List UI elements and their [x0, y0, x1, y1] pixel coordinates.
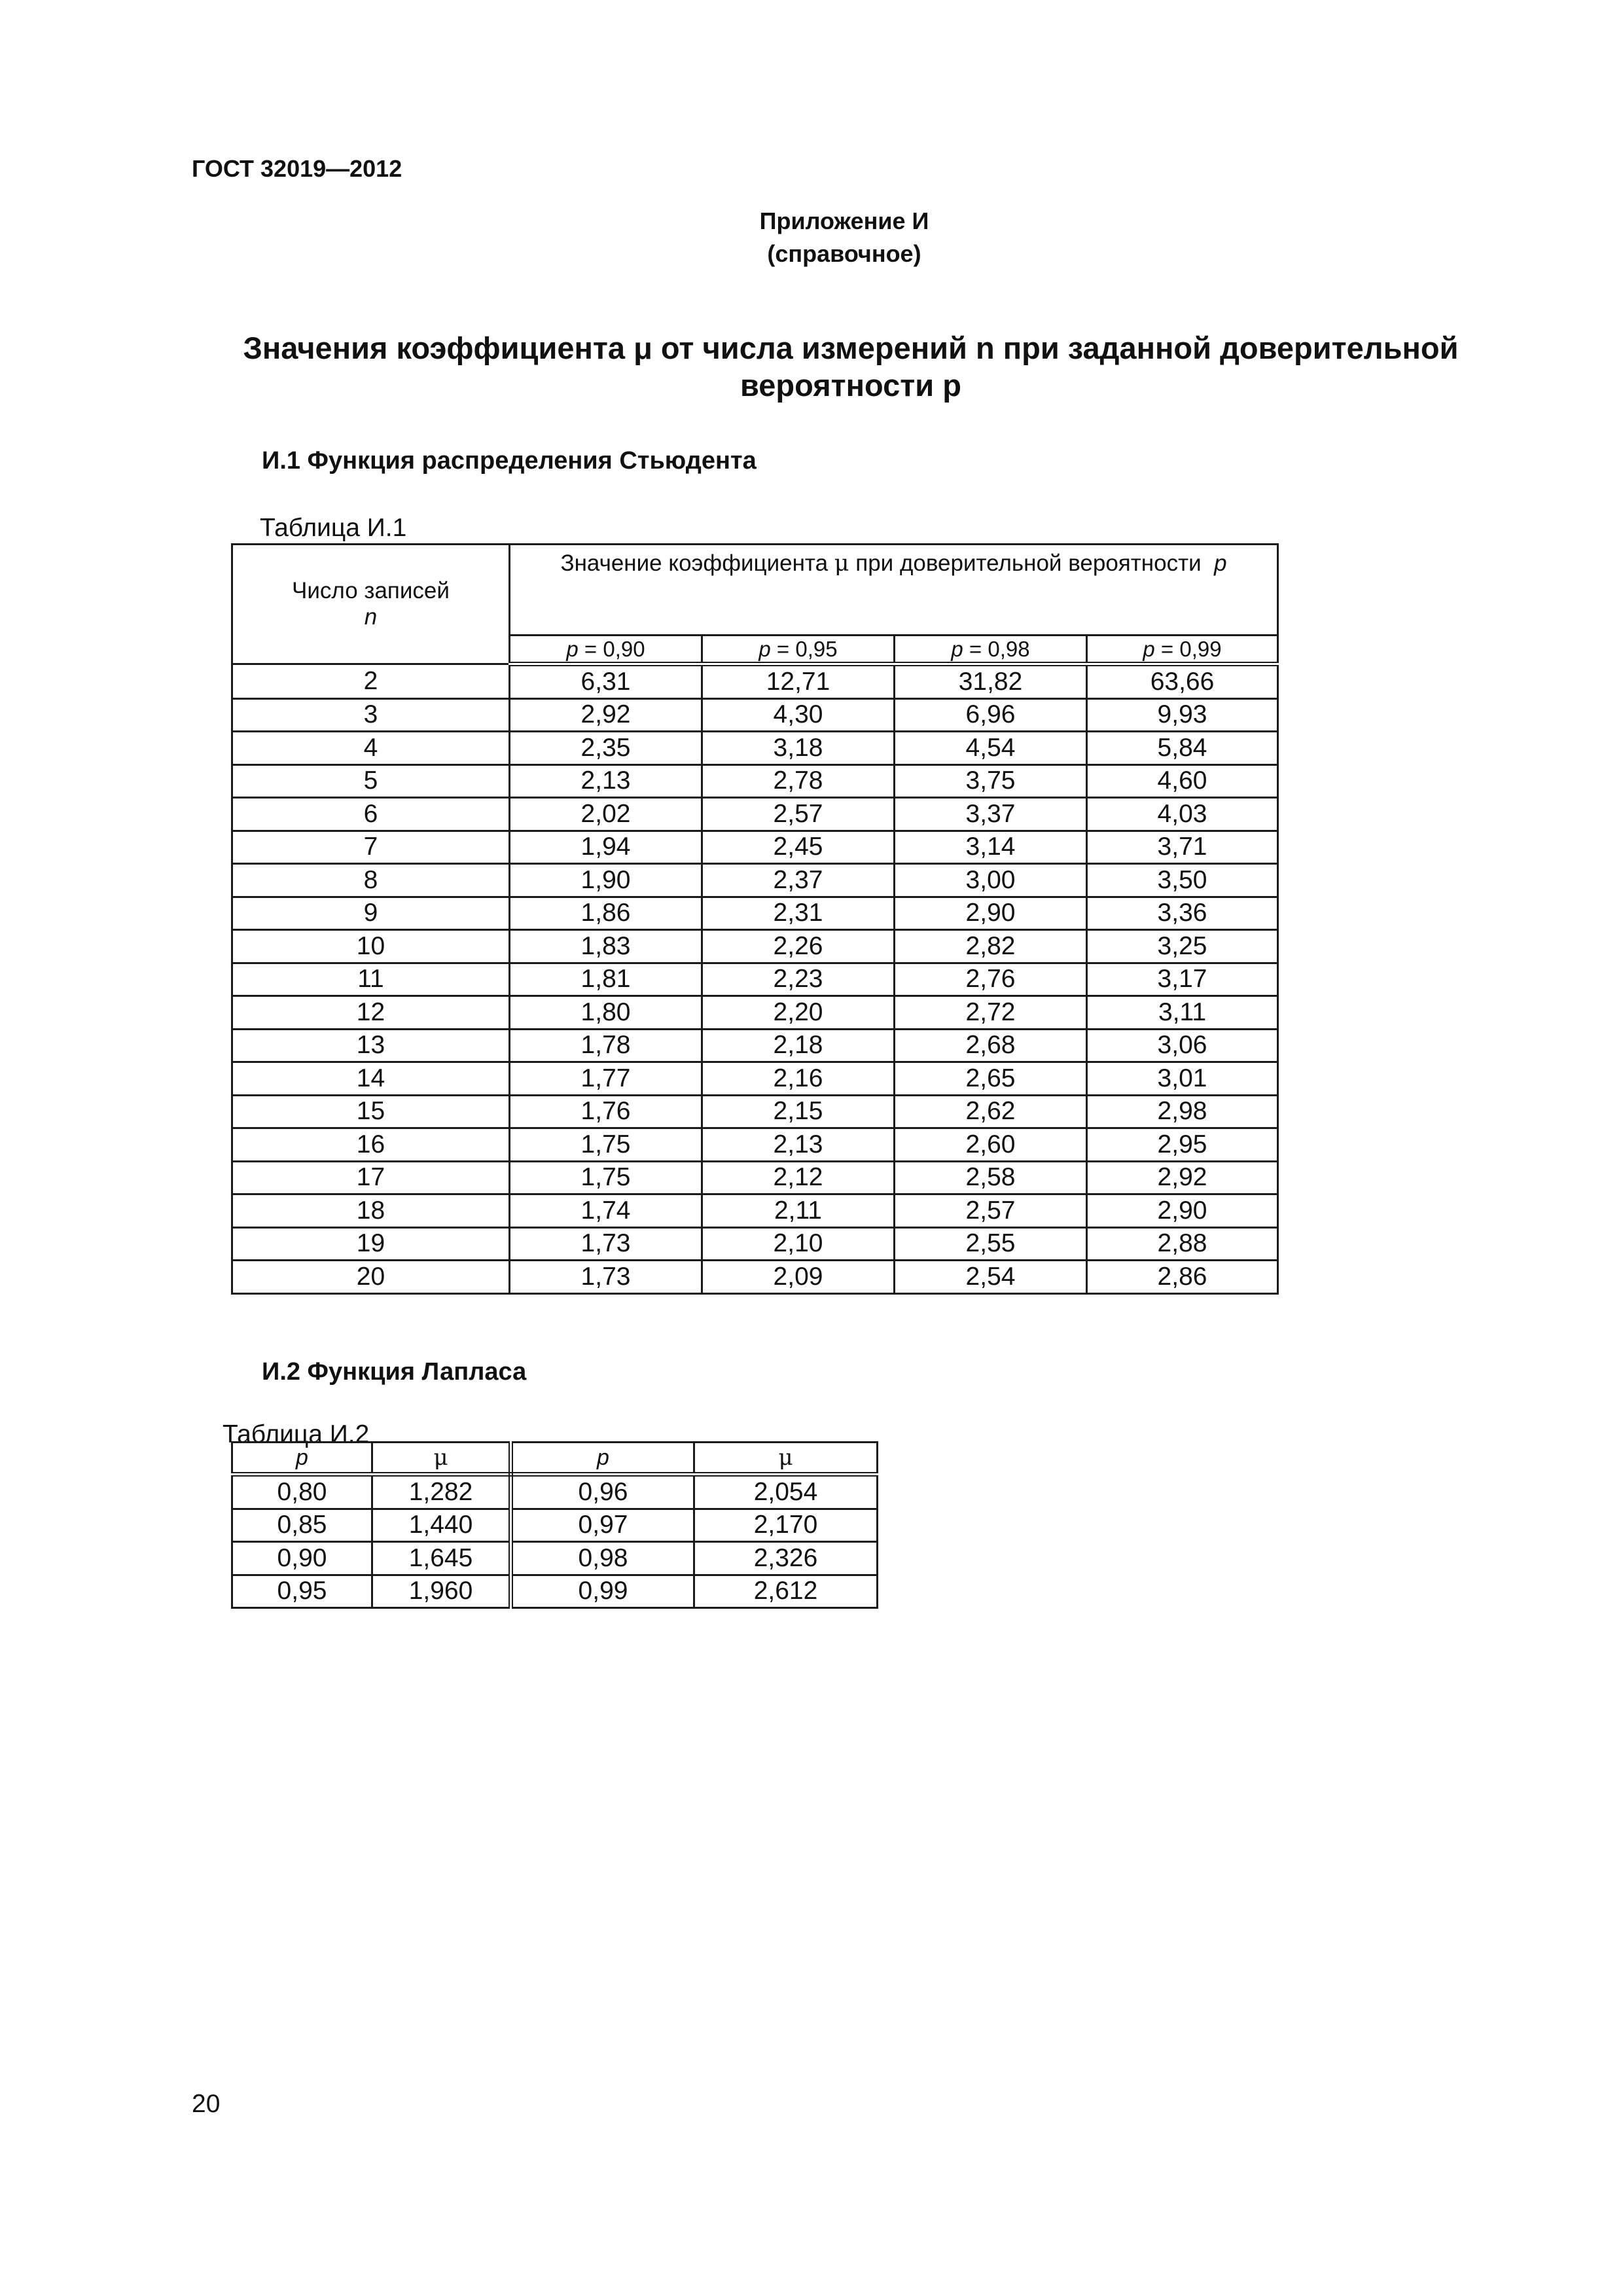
- column-header-mu: μ: [372, 1443, 511, 1475]
- cell-coefficient: 2,90: [895, 897, 1087, 930]
- column-header-n-label: Число записей: [292, 578, 450, 603]
- cell-coefficient: 1,73: [510, 1261, 702, 1294]
- column-header-p: p: [511, 1443, 694, 1475]
- cell-mu: 2,326: [694, 1542, 878, 1575]
- cell-p: 0,99: [511, 1575, 694, 1608]
- cell-coefficient: 3,50: [1087, 864, 1278, 897]
- cell-n: 19: [232, 1227, 510, 1261]
- cell-coefficient: 1,75: [510, 1161, 702, 1194]
- cell-coefficient: 1,77: [510, 1062, 702, 1096]
- cell-coefficient: 1,80: [510, 996, 702, 1030]
- cell-coefficient: 2,72: [895, 996, 1087, 1030]
- table-row: [232, 1029, 1278, 1062]
- cell-n: 7: [232, 831, 510, 864]
- cell-n: 18: [232, 1194, 510, 1228]
- table-row: [232, 897, 1278, 930]
- page-number: 20: [192, 2090, 221, 2118]
- cell-coefficient: 2,02: [510, 798, 702, 831]
- cell-coefficient: 2,10: [702, 1227, 895, 1261]
- cell-coefficient: 1,76: [510, 1095, 702, 1128]
- cell-mu: 1,960: [372, 1575, 511, 1608]
- section-heading-student: И.1 Функция распределения Стьюдента: [262, 447, 757, 475]
- p-level-header: [1087, 636, 1278, 664]
- cell-coefficient: 4,54: [895, 732, 1087, 765]
- cell-n: 6: [232, 798, 510, 831]
- cell-coefficient: 3,71: [1087, 831, 1278, 864]
- cell-n: 14: [232, 1062, 510, 1096]
- cell-coefficient: 2,92: [1087, 1161, 1278, 1194]
- cell-coefficient: 2,58: [895, 1161, 1087, 1194]
- cell-coefficient: 2,78: [702, 764, 895, 798]
- p-level-header: [510, 636, 702, 664]
- cell-coefficient: 2,11: [702, 1194, 895, 1228]
- cell-coefficient: 63,66: [1087, 664, 1278, 699]
- cell-mu: 2,170: [694, 1509, 878, 1542]
- cell-coefficient: 3,75: [895, 764, 1087, 798]
- table-row: [232, 996, 1278, 1030]
- annex-title: Приложение И: [759, 207, 929, 234]
- table-row: [232, 831, 1278, 864]
- table-row: [232, 1575, 878, 1608]
- cell-p: 0,85: [232, 1509, 372, 1542]
- cell-coefficient: 9,93: [1087, 698, 1278, 732]
- cell-coefficient: 31,82: [895, 664, 1087, 699]
- table-row: [232, 698, 1278, 732]
- cell-coefficient: 3,06: [1087, 1029, 1278, 1062]
- cell-coefficient: 1,73: [510, 1227, 702, 1261]
- cell-coefficient: 1,74: [510, 1194, 702, 1228]
- cell-coefficient: 2,26: [702, 930, 895, 963]
- cell-n: 13: [232, 1029, 510, 1062]
- cell-n: 5: [232, 764, 510, 798]
- cell-coefficient: 2,98: [1087, 1095, 1278, 1128]
- cell-coefficient: 3,14: [895, 831, 1087, 864]
- cell-coefficient: 2,20: [702, 996, 895, 1030]
- table-row: [232, 1475, 878, 1509]
- column-header-mu: μ: [694, 1443, 878, 1475]
- cell-coefficient: 2,35: [510, 732, 702, 765]
- cell-coefficient: 2,60: [895, 1128, 1087, 1162]
- cell-coefficient: 1,83: [510, 930, 702, 963]
- student-coefficient-table: [231, 543, 1279, 1295]
- p-level-header: [702, 636, 895, 664]
- cell-coefficient: 2,18: [702, 1029, 895, 1062]
- table-row: [232, 1542, 878, 1575]
- cell-p: 0,95: [232, 1575, 372, 1608]
- cell-coefficient: 1,86: [510, 897, 702, 930]
- cell-coefficient: 2,88: [1087, 1227, 1278, 1261]
- cell-coefficient: 3,18: [702, 732, 895, 765]
- cell-coefficient: 2,68: [895, 1029, 1087, 1062]
- cell-n: 10: [232, 930, 510, 963]
- cell-coefficient: 2,45: [702, 831, 895, 864]
- table-row: [232, 1095, 1278, 1128]
- cell-n: 11: [232, 963, 510, 996]
- cell-coefficient: 6,96: [895, 698, 1087, 732]
- table-row: [232, 930, 1278, 963]
- cell-coefficient: 2,76: [895, 963, 1087, 996]
- table-row: [232, 798, 1278, 831]
- cell-p: 0,97: [511, 1509, 694, 1542]
- cell-coefficient: 5,84: [1087, 732, 1278, 765]
- table-row: [232, 764, 1278, 798]
- section-heading-laplace: И.2 Функция Лапласа: [262, 1358, 527, 1386]
- cell-n: 15: [232, 1095, 510, 1128]
- cell-coefficient: 2,09: [702, 1261, 895, 1294]
- p-symbol: p: [566, 636, 579, 661]
- cell-mu: 1,282: [372, 1475, 511, 1509]
- page-title-line-2: вероятности p: [740, 368, 961, 403]
- column-header-p: p: [232, 1443, 372, 1475]
- p-level-header: [895, 636, 1087, 664]
- column-header-n: [232, 545, 510, 664]
- cell-coefficient: 1,94: [510, 831, 702, 864]
- cell-p: 0,98: [511, 1542, 694, 1575]
- cell-coefficient: 2,55: [895, 1227, 1087, 1261]
- cell-coefficient: 2,82: [895, 930, 1087, 963]
- cell-coefficient: 1,75: [510, 1128, 702, 1162]
- cell-coefficient: 4,60: [1087, 764, 1278, 798]
- cell-coefficient: 2,65: [895, 1062, 1087, 1096]
- cell-n: 17: [232, 1161, 510, 1194]
- cell-mu: 2,054: [694, 1475, 878, 1509]
- cell-coefficient: 3,17: [1087, 963, 1278, 996]
- table-row: [232, 1128, 1278, 1162]
- cell-coefficient: 1,78: [510, 1029, 702, 1062]
- p-level-value: = 0,99: [1154, 636, 1222, 661]
- table-row: [232, 1161, 1278, 1194]
- table-row: [232, 1194, 1278, 1228]
- cell-coefficient: 3,37: [895, 798, 1087, 831]
- cell-coefficient: 3,25: [1087, 930, 1278, 963]
- cell-coefficient: 6,31: [510, 664, 702, 699]
- cell-coefficient: 2,57: [895, 1194, 1087, 1228]
- p-symbol: p: [1143, 636, 1155, 661]
- cell-coefficient: 2,23: [702, 963, 895, 996]
- cell-p: 0,90: [232, 1542, 372, 1575]
- laplace-function-table: [231, 1441, 878, 1609]
- cell-coefficient: 2,13: [510, 764, 702, 798]
- cell-coefficient: 12,71: [702, 664, 895, 699]
- cell-n: 3: [232, 698, 510, 732]
- page-title-line-1: Значения коэффициента μ от числа измерений n при заданной доверительной: [243, 331, 1459, 365]
- cell-coefficient: 2,92: [510, 698, 702, 732]
- table-caption-2: Таблица И.2: [223, 1420, 370, 1448]
- table-row: [232, 664, 1278, 699]
- cell-coefficient: 4,30: [702, 698, 895, 732]
- cell-n: 2: [232, 664, 510, 699]
- cell-coefficient: 2,13: [702, 1128, 895, 1162]
- cell-coefficient: 2,62: [895, 1095, 1087, 1128]
- coef-header-p: p: [1214, 550, 1227, 576]
- cell-coefficient: 1,90: [510, 864, 702, 897]
- table-row: [232, 1509, 878, 1542]
- table-row: [232, 1261, 1278, 1294]
- cell-coefficient: 3,11: [1087, 996, 1278, 1030]
- table-row: [232, 864, 1278, 897]
- cell-coefficient: 1,81: [510, 963, 702, 996]
- p-symbol: p: [951, 636, 963, 661]
- column-header-coefficient: [510, 545, 1278, 636]
- document-code: ГОСТ 32019—2012: [192, 155, 402, 182]
- cell-n: 12: [232, 996, 510, 1030]
- cell-coefficient: 3,01: [1087, 1062, 1278, 1096]
- cell-n: 16: [232, 1128, 510, 1162]
- cell-coefficient: 2,12: [702, 1161, 895, 1194]
- cell-p: 0,80: [232, 1475, 372, 1509]
- annex-status: (справочное): [767, 240, 921, 267]
- cell-n: 20: [232, 1261, 510, 1294]
- page-title: [105, 329, 1597, 404]
- table-row: [232, 1062, 1278, 1096]
- cell-n: 9: [232, 897, 510, 930]
- cell-mu: 1,440: [372, 1509, 511, 1542]
- p-level-value: = 0,95: [770, 636, 838, 661]
- cell-mu: 2,612: [694, 1575, 878, 1608]
- cell-coefficient: 2,86: [1087, 1261, 1278, 1294]
- cell-coefficient: 3,00: [895, 864, 1087, 897]
- table-row: [232, 1227, 1278, 1261]
- p-level-value: = 0,90: [578, 636, 645, 661]
- table-row: [232, 963, 1278, 996]
- cell-coefficient: 2,31: [702, 897, 895, 930]
- coef-header-mu: μ: [834, 550, 849, 577]
- cell-coefficient: 2,15: [702, 1095, 895, 1128]
- cell-coefficient: 2,95: [1087, 1128, 1278, 1162]
- cell-n: 8: [232, 864, 510, 897]
- cell-coefficient: 2,37: [702, 864, 895, 897]
- cell-mu: 1,645: [372, 1542, 511, 1575]
- cell-p: 0,96: [511, 1475, 694, 1509]
- cell-coefficient: 3,36: [1087, 897, 1278, 930]
- coef-header-prefix: Значение коэффициента: [560, 550, 829, 576]
- p-level-value: = 0,98: [963, 636, 1030, 661]
- cell-coefficient: 2,16: [702, 1062, 895, 1096]
- column-header-n-symbol: n: [364, 604, 378, 630]
- cell-coefficient: 2,90: [1087, 1194, 1278, 1228]
- annex-heading: [0, 205, 1623, 270]
- cell-coefficient: 2,54: [895, 1261, 1087, 1294]
- cell-n: 4: [232, 732, 510, 765]
- coef-header-suffix: при доверительной вероятности: [855, 550, 1202, 576]
- p-symbol: p: [758, 636, 771, 661]
- cell-coefficient: 4,03: [1087, 798, 1278, 831]
- table-caption-1: Таблица И.1: [260, 514, 407, 542]
- table-row: [232, 732, 1278, 765]
- cell-coefficient: 2,57: [702, 798, 895, 831]
